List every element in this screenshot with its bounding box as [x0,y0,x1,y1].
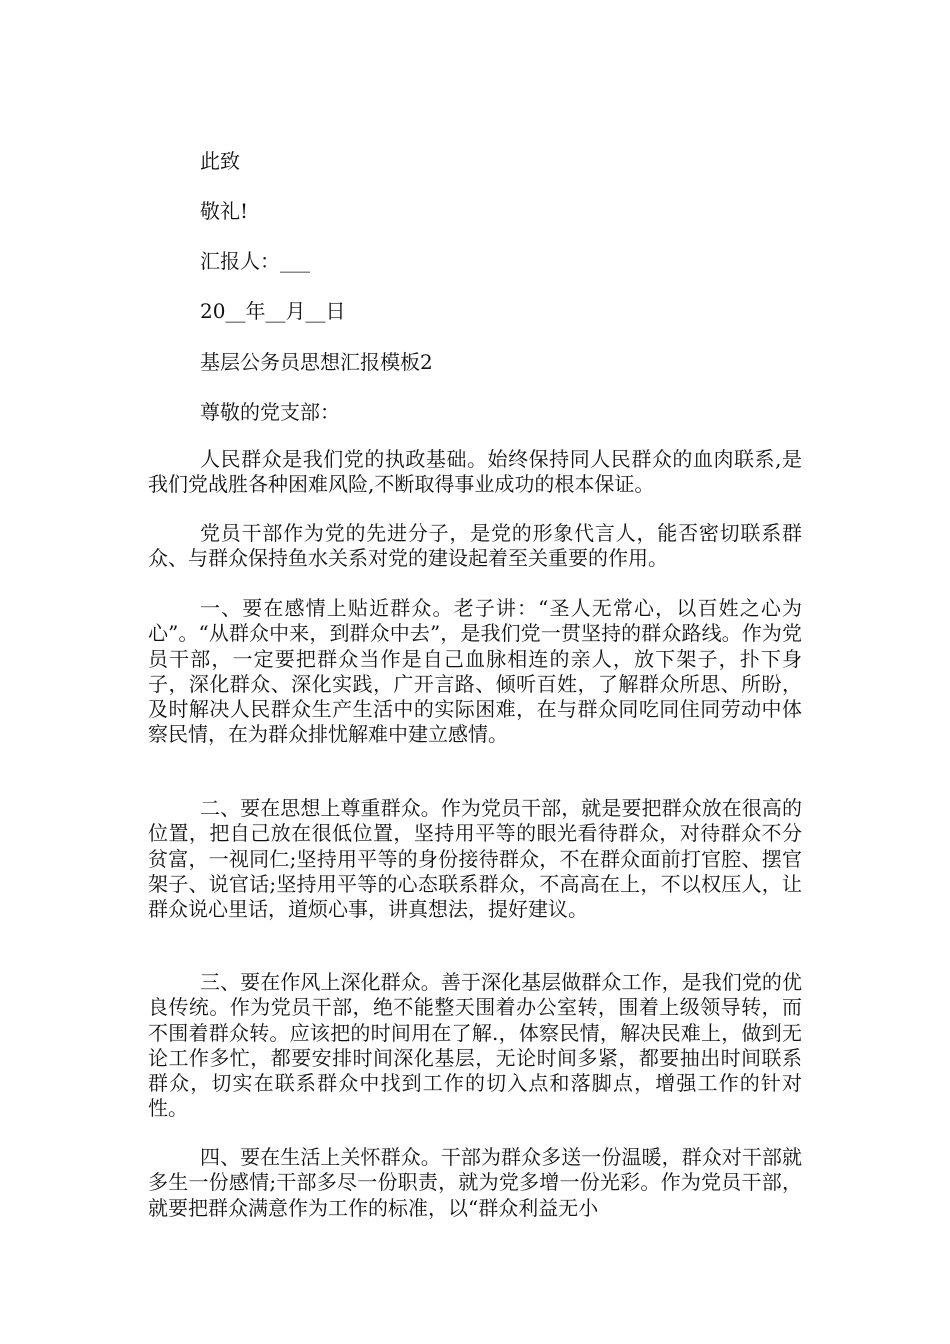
recipient-line: 尊敬的党支部： [200,400,340,424]
paragraph: 党员干部作为党的先进分子，是党的形象代言人，能否密切联系群众、与群众保持鱼水关系对党的建设起着至关重要的作用。 [148,521,802,571]
paragraph: 四、要在生活上关怀群众。干部为群众多送一份温暖，群众对干部就多生一份感情;干部多尽一份职责，就为党多增一份光彩。作为党员干部，就要把群众满意作为工作的标准，以“群众利益无小 [148,1145,802,1220]
paragraph: 人民群众是我们党的执政基础。始终保持同人民群众的血肉联系,是我们党战胜各种困难风险,不断取得事业成功的根本保证。 [148,447,802,497]
reporter-line: 汇报人：___ [200,249,310,273]
date-line: 20__年__月__日 [200,299,346,323]
section-title: 基层公务员思想汇报模板2 [200,350,433,374]
paragraph: 三、要在作风上深化群众。善于深化基层做群众工作，是我们党的优良传统。作为党员干部，绝不能整天围着办公室转，围着上级领导转，而不围着群众转。应该把的时间用在了解.，体察民情，解决民难上，做到无论工作多忙，都要安排时间深化基层，无论时间多紧，都要抽出时间联系群众，切实在联系群众中找到工作的切入点和落脚点，增强工作的针对性。 [148,970,802,1121]
paragraph: 一、要在感情上贴近群众。老子讲：“圣人无常心，以百姓之心为心”。“从群众中来，到群众中去”，是我们党一贯坚持的群众路线。作为党员干部，一定要把群众当作是自己血脉相连的亲人，放下架子，扑下身子，深化群众、深化实践，广开言路、倾听百姓，了解群众所思、所盼，及时解决人民群众生产生活中的实际困难，在与群众同吃同住同劳动中体察民情，在为群众排忧解难中建立感情。 [148,596,802,747]
paragraph: 二、要在思想上尊重群众。作为党员干部，就是要把群众放在很高的位置，把自己放在很低位置，坚持用平等的眼光看待群众，对待群众不分贫富，一视同仁;坚持用平等的身份接待群众，不在群众面前打官腔、摆官架子、说官话;坚持用平等的心态联系群众，不高高在上，不以权压人，让群众说心里话，道烦心事，讲真想法，提好建议。 [148,796,802,922]
closing-regards: 敬礼! [200,199,249,223]
closing-salutation: 此致 [200,149,240,173]
